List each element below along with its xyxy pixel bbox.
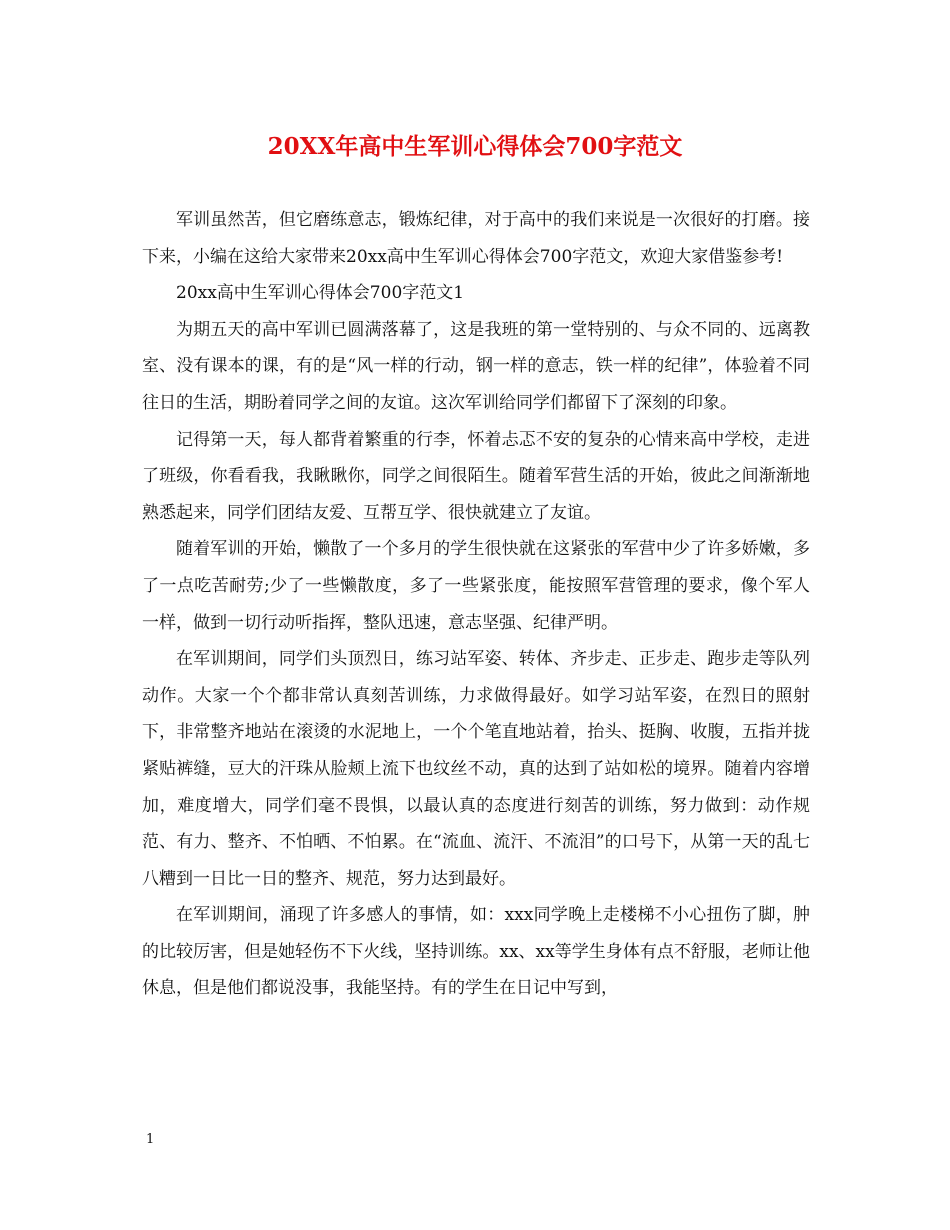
body-paragraph-4: 在军训期间，同学们头顶烈日，练习站军姿、转体、齐步走、正步走、跑步走等队列动作。大家一个个都非常认真刻苦训练，力求做得最好。如学习站军姿，在烈日的照射下，非常整齐地站在滚烫的水泥地上，一个个笔直地站着，抬头、挺胸、收腹，五指并拢紧贴裤缝，豆大的汗珠从脸颊上流下也纹丝不动，真的达到了站如松的境界。随着内容增加，难度增大，同学们毫不畏惧，以最认真的态度进行刻苦的训练，努力做到：动作规范、有力、整齐、不怕晒、不怕累。在“流血、流汗、不流泪”的口号下，从第一天的乱七八糟到一日比一日的整齐、规范，努力达到最好。 [142,649,810,889]
body-paragraph-1: 为期五天的高中军训已圆满落幕了，这是我班的第一堂特别的、与众不同的、远离教室、没有课本的课，有的是“风一样的行动，钢一样的意志，铁一样的纪律”，体验着不同往日的生活，期盼着同学之间的友谊。这次军训给同学们都留下了深刻的印象。 [142,319,810,413]
body-paragraph-2: 记得第一天，每人都背着繁重的行李，怀着忐忑不安的复杂的心情来高中学校，走进了班级，你看看我，我瞅瞅你，同学之间很陌生。随着军营生活的开始，彼此之间渐渐地熟悉起来，同学们团结友爱、互帮互学、很快就建立了友谊。 [142,429,810,523]
body-paragraph-5: 在军训期间，涌现了许多感人的事情，如：xxx同学晚上走楼梯不小心扭伤了脚，肿的比较厉害，但是她轻伤不下火线，坚持训练。xx、xx等学生身体有点不舒服，老师让他休息，但是他们都说没事，我能坚持。有的学生在日记中写到， [142,905,810,999]
document-title: 20XX年高中生军训心得体会700字范文 [267,133,683,160]
page-number: 1 [146,1132,155,1147]
intro-paragraph: 军训虽然苦，但它磨练意志，锻炼纪律，对于高中的我们来说是一次很好的打磨。接下来，小编在这给大家带来20xx高中生军训心得体会700字范文，欢迎大家借鉴参考! [142,210,810,267]
document-body [142,202,810,1007]
body-paragraph-3: 随着军训的开始，懒散了一个多月的学生很快就在这紧张的军营中少了许多娇嫩，多了一点吃苦耐劳;少了一些懒散度，多了一些紧张度，能按照军营管理的要求，像个军人一样，做到一切行动听指挥，整队迅速，意志坚强、纪律严明。 [142,539,810,633]
section-heading: 20xx高中生军训心得体会700字范文1 [176,283,465,304]
